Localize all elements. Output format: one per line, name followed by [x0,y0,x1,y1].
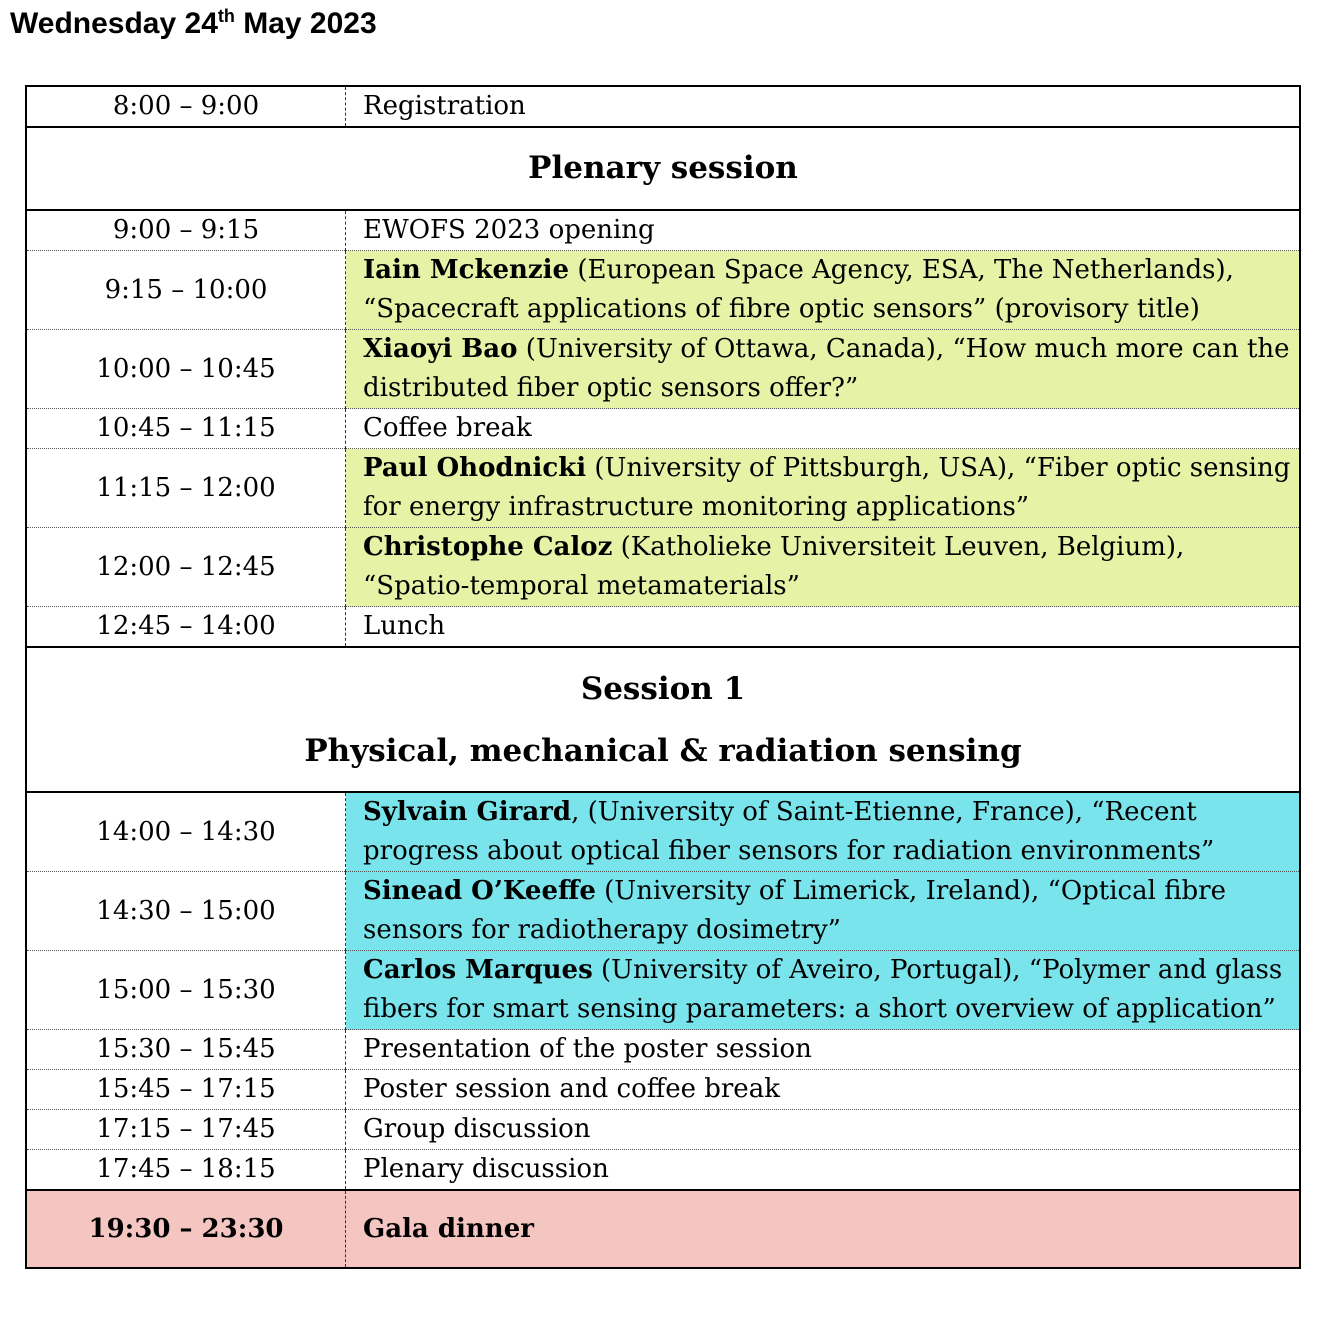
speaker-name: Iain Mckenzie [363,255,570,285]
talk-cell [346,951,1301,1030]
time-cell: 12:45 – 14:00 [26,607,346,648]
session1-title [26,647,1300,792]
section-header-session1 [26,647,1300,792]
talk-cell [346,872,1301,951]
day-title-main: Wednesday 24 [10,7,218,40]
agenda-row [26,1110,1300,1150]
agenda-row [26,449,1300,528]
talk-cell [346,528,1301,607]
time-cell: 15:00 – 15:30 [26,951,346,1030]
talk-details: (University of Pittsburgh, USA), “Fiber optic sensing for energy infrastructure monitoring applications” [363,453,1291,522]
agenda-row [26,251,1300,330]
agenda-row [26,872,1300,951]
speaker-name: Sylvain Girard [363,797,572,827]
talk-details: (University of Limerick, Ireland), “Optical fibre sensors for radiotherapy dosimetry” [363,876,1226,945]
description-cell: Registration [346,86,1301,127]
time-cell: 19:30 – 23:30 [26,1190,346,1268]
agenda-row [26,951,1300,1030]
agenda-table [25,85,1301,1269]
speaker-name: Sinead O’Keeffe [363,876,596,906]
description-cell: Presentation of the poster session [346,1030,1301,1070]
description-cell: Group discussion [346,1110,1301,1150]
speaker-name: Christophe Caloz [363,532,613,562]
day-title [10,6,377,41]
agenda-row [26,1070,1300,1110]
agenda-row [26,409,1300,449]
agenda-row [26,607,1300,648]
time-cell: 10:00 – 10:45 [26,330,346,409]
description-cell: Poster session and coffee break [346,1070,1301,1110]
time-cell: 15:45 – 17:15 [26,1070,346,1110]
talk-details: (University of Ottawa, Canada), “How much more can the distributed fiber optic sensors offer?” [363,334,1290,403]
agenda-row [26,528,1300,607]
agenda-row [26,1030,1300,1070]
time-cell: 10:45 – 11:15 [26,409,346,449]
time-cell: 9:00 – 9:15 [26,210,346,251]
description-cell: Lunch [346,607,1301,648]
talk-details: (Katholieke Universiteit Leuven, Belgium), “Spatio-temporal metamaterials” [363,532,1185,601]
description-cell: EWOFS 2023 opening [346,210,1301,251]
time-cell: 12:00 – 12:45 [26,528,346,607]
agenda-row [26,330,1300,409]
description-cell: Gala dinner [346,1190,1301,1268]
talk-details: (University of Aveiro, Portugal), “Polymer and glass fibers for smart sensing parameters: a short overview of application” [363,955,1283,1024]
time-cell: 9:15 – 10:00 [26,251,346,330]
talk-details: , (University of Saint-Etienne, France), “Recent progress about optical fiber sensors for radiation environments” [363,797,1215,866]
time-cell: 17:45 – 18:15 [26,1150,346,1191]
session1-title-line1: Session 1 [580,670,746,707]
description-cell: Plenary discussion [346,1150,1301,1191]
talk-cell [346,330,1301,409]
speaker-name: Xiaoyi Bao [363,334,518,364]
description-cell: Coffee break [346,409,1301,449]
talk-cell [346,792,1301,872]
talk-cell [346,251,1301,330]
plenary-session-title: Plenary session [26,127,1300,210]
day-title-sup: th [217,6,235,26]
time-cell: 17:15 – 17:45 [26,1110,346,1150]
session1-title-line2: Physical, mechanical & radiation sensing [304,732,1022,769]
time-cell: 15:30 – 15:45 [26,1030,346,1070]
talk-cell [346,449,1301,528]
time-cell: 14:00 – 14:30 [26,792,346,872]
agenda-row [26,1150,1300,1191]
day-title-rest: May 2023 [234,7,377,40]
time-cell: 11:15 – 12:00 [26,449,346,528]
agenda-row [26,210,1300,251]
speaker-name: Paul Ohodnicki [363,453,587,483]
time-cell: 8:00 – 9:00 [26,86,346,127]
agenda-row-registration [26,86,1300,127]
talk-details: (European Space Agency, ESA, The Netherlands), “Spacecraft applications of fibre optic sensors” (provisory title) [363,255,1234,324]
agenda-row [26,792,1300,872]
agenda-row-gala [26,1190,1300,1268]
time-cell: 14:30 – 15:00 [26,872,346,951]
speaker-name: Carlos Marques [363,955,593,985]
section-header-plenary [26,127,1300,210]
